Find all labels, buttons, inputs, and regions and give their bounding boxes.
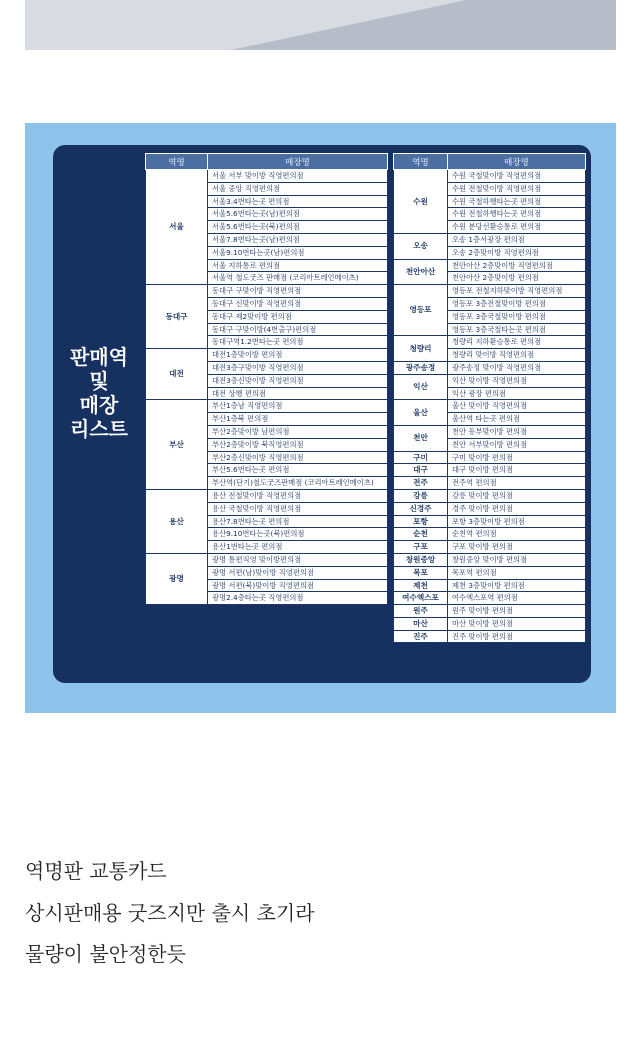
store-name-cell: 청량리 맞이방 직영편의점 [448, 349, 586, 362]
store-name-cell: 용산7.8번타는곳 편의점 [208, 515, 388, 528]
table-row [394, 464, 586, 477]
store-name-cell: 서울 중앙 직영편의점 [208, 182, 388, 195]
store-name-cell: 서울7.8번타는곳(남)편의점 [208, 233, 388, 246]
store-name-cell: 광명 서편(남)맞이방 직영편의점 [208, 566, 388, 579]
store-name-cell: 광명 통편직영 맞이방편의점 [208, 553, 388, 566]
table-row [394, 541, 586, 554]
store-name-cell: 오송 2층맞이방 직영편의점 [448, 246, 586, 259]
store-name-cell: 서울5.6번타는곳(북)편의점 [208, 221, 388, 234]
station-name-cell: 구미 [394, 451, 448, 464]
store-name-cell: 구포 맞이방 편의점 [448, 541, 586, 554]
store-name-cell: 울산 맞이방 직영편의점 [448, 400, 586, 413]
store-name-cell: 부산1층북 편의점 [208, 413, 388, 426]
store-name-cell: 천안아산 2층맞이방 편의점 [448, 272, 586, 285]
store-name-cell: 동대구 구맞이방 직영편의점 [208, 285, 388, 298]
station-name-cell: 창원중앙 [394, 553, 448, 566]
store-name-cell: 오송 1층서광장 편의점 [448, 233, 586, 246]
table-row [394, 592, 586, 605]
table-row [394, 528, 586, 541]
store-name-cell: 용산1번타는곳 편의점 [208, 541, 388, 554]
store-name-cell: 광주송정 맞이방 직영편의점 [448, 361, 586, 374]
store-name-cell: 영등포 3층국철타는곳 편의점 [448, 323, 586, 336]
table-row [394, 502, 586, 515]
table-row [394, 451, 586, 464]
col-header-station: 역명 [146, 154, 208, 170]
store-name-cell: 대전 상행 편의점 [208, 387, 388, 400]
store-name-cell: 여수엑스포역 편의점 [448, 592, 586, 605]
table-row [146, 489, 388, 502]
store-name-cell: 서울3.4번타는곳 편의점 [208, 195, 388, 208]
store-name-cell: 동대구 신맞이방 직영편의점 [208, 297, 388, 310]
store-name-cell: 익산 광장 편의점 [448, 387, 586, 400]
store-name-cell: 청량리 지하환승통로 편의점 [448, 336, 586, 349]
table-row [394, 374, 586, 387]
store-name-cell: 제천 3층맞이방 편의점 [448, 579, 586, 592]
table-row [394, 425, 586, 438]
store-name-cell: 부산5.6번타는곳 편의점 [208, 464, 388, 477]
table-row [394, 605, 586, 618]
station-name-cell: 울산 [394, 400, 448, 426]
caption-line: 상시판매용 굿즈지만 출시 초기라 [25, 901, 315, 925]
store-name-cell: 수원 국철하행타는곳 편의점 [448, 195, 586, 208]
station-name-cell: 청량리 [394, 336, 448, 362]
store-name-cell: 수원 국철맞이방 직영편의점 [448, 170, 586, 183]
store-list-image [25, 123, 616, 713]
store-name-cell: 마산 맞이방 편의점 [448, 617, 586, 630]
col-header-store: 매장명 [448, 154, 586, 170]
store-name-cell: 동대구역1.2번타는곳 편의점 [208, 336, 388, 349]
store-name-cell: 영등포 3층국철맞이방 편의점 [448, 310, 586, 323]
station-name-cell: 제천 [394, 579, 448, 592]
table-row [394, 579, 586, 592]
store-name-cell: 천안 동부맞이방 편의점 [448, 425, 586, 438]
store-name-cell: 부산1층남 직영편의점 [208, 400, 388, 413]
store-name-cell: 대전3층신맞이방 직영편의점 [208, 374, 388, 387]
table-row [394, 233, 586, 246]
station-name-cell: 신경주 [394, 502, 448, 515]
table-row [146, 170, 388, 183]
store-name-cell: 울산역 타는곳 편의점 [448, 413, 586, 426]
store-name-cell: 천안아산 2층맞이방 직영편의점 [448, 259, 586, 272]
station-name-cell: 수원 [394, 170, 448, 234]
store-name-cell: 대전3층구맞이방 직영편의점 [208, 361, 388, 374]
store-name-cell: 부산2층신맞이방 직영편의점 [208, 451, 388, 464]
station-name-cell: 오송 [394, 233, 448, 259]
station-name-cell: 동대구 [146, 285, 208, 349]
station-name-cell: 광주송정 [394, 361, 448, 374]
top-banner-image [25, 0, 616, 50]
store-name-cell: 부산역(단기)철도굿즈판매점 (코리아트레인메이츠) [208, 477, 388, 490]
station-name-cell: 영등포 [394, 285, 448, 336]
board-title-line: 판매역 [70, 345, 128, 369]
store-table-left [145, 153, 388, 605]
board-title-line: 매장 [79, 393, 119, 417]
station-name-cell: 진주 [394, 630, 448, 643]
station-name-cell: 포항 [394, 515, 448, 528]
station-name-cell: 전주 [394, 477, 448, 490]
store-name-cell: 창원중앙 맞이방 편의점 [448, 553, 586, 566]
store-name-cell: 용산 국철맞이방 직영편의점 [208, 502, 388, 515]
store-name-cell: 서울 지하통로 편의점 [208, 259, 388, 272]
store-name-cell: 동대구 구맞이방(4번출구)편의점 [208, 323, 388, 336]
store-name-cell: 서울 서부 맞이방 직영편의점 [208, 170, 388, 183]
store-name-cell: 대구 맞이방 편의점 [448, 464, 586, 477]
table-row [394, 400, 586, 413]
store-list-board [53, 145, 591, 683]
station-name-cell: 목포 [394, 566, 448, 579]
board-title [53, 345, 145, 441]
station-name-cell: 부산 [146, 400, 208, 490]
table-row [394, 336, 586, 349]
store-name-cell: 영등포 3층전철맞이방 편의점 [448, 297, 586, 310]
store-name-cell: 경주 맞이방 편의점 [448, 502, 586, 515]
store-name-cell: 영등포 전철지하맞이방 직영편의점 [448, 285, 586, 298]
store-name-cell: 부산2층맞이방 남편의점 [208, 425, 388, 438]
table-row [394, 617, 586, 630]
station-name-cell: 대구 [394, 464, 448, 477]
station-name-cell: 천안 [394, 425, 448, 451]
store-name-cell: 순천역 편의점 [448, 528, 586, 541]
store-table-right [393, 153, 586, 643]
station-name-cell: 강릉 [394, 489, 448, 502]
store-name-cell: 서울역 철도굿즈 판매점 (코리아트레인메이츠) [208, 272, 388, 285]
caption-line: 물량이 불안정한듯 [25, 942, 186, 966]
table-row [394, 259, 586, 272]
store-name-cell: 용산 전철맞이방 직영편의점 [208, 489, 388, 502]
store-name-cell: 동대구 제2맞이방 편의점 [208, 310, 388, 323]
station-name-cell: 구포 [394, 541, 448, 554]
store-name-cell: 서울9.10번타는곳(남)편의점 [208, 246, 388, 259]
table-row [394, 285, 586, 298]
store-name-cell: 서울5.6번타는곳(남)편의점 [208, 208, 388, 221]
station-name-cell: 순천 [394, 528, 448, 541]
store-name-cell: 목포역 편의점 [448, 566, 586, 579]
store-name-cell: 수원 전철맞이방 직영편의점 [448, 182, 586, 195]
table-row [394, 477, 586, 490]
board-title-line: 및 [89, 369, 109, 393]
table-row [146, 285, 388, 298]
store-name-cell: 대전1층맞이방 편의점 [208, 349, 388, 362]
station-name-cell: 천안아산 [394, 259, 448, 285]
table-row [394, 515, 586, 528]
table-row [394, 630, 586, 643]
store-name-cell: 수원 분당선환승통로 편의점 [448, 221, 586, 234]
table-row [146, 349, 388, 362]
store-name-cell: 진주 맞이방 편의점 [448, 630, 586, 643]
store-name-cell: 익산 맞이방 직영편의점 [448, 374, 586, 387]
store-name-cell: 광명2.4층타는곳 직영편의점 [208, 592, 388, 605]
table-row [394, 489, 586, 502]
store-name-cell: 용산9.10번타는곳(북)편의점 [208, 528, 388, 541]
store-name-cell: 부산2층맞이방 북직영편의점 [208, 438, 388, 451]
caption-line: 역명판 교통카드 [25, 859, 167, 883]
station-name-cell: 원주 [394, 605, 448, 618]
store-name-cell: 광명 서편(북)맞이방 직영편의점 [208, 579, 388, 592]
board-title-line: 리스트 [70, 417, 128, 441]
table-row [394, 170, 586, 183]
col-header-station: 역명 [394, 154, 448, 170]
station-name-cell: 용산 [146, 489, 208, 553]
col-header-store: 매장명 [208, 154, 388, 170]
store-name-cell: 원주 맞이방 편의점 [448, 605, 586, 618]
station-name-cell: 여수엑스포 [394, 592, 448, 605]
station-name-cell: 광명 [146, 553, 208, 604]
store-name-cell: 강릉 맞이방 편의점 [448, 489, 586, 502]
store-name-cell: 포항 3층맞이방 편의점 [448, 515, 586, 528]
store-name-cell: 전주역 편의점 [448, 477, 586, 490]
table-row [394, 566, 586, 579]
store-name-cell: 천안 서부맞이방 편의점 [448, 438, 586, 451]
table-row [394, 553, 586, 566]
station-name-cell: 마산 [394, 617, 448, 630]
store-name-cell: 구미 맞이방 편의점 [448, 451, 586, 464]
station-name-cell: 대전 [146, 349, 208, 400]
table-row [146, 553, 388, 566]
table-row [394, 361, 586, 374]
station-name-cell: 서울 [146, 170, 208, 285]
store-name-cell: 수원 전철하행타는곳 편의점 [448, 208, 586, 221]
table-row [146, 400, 388, 413]
station-name-cell: 익산 [394, 374, 448, 400]
